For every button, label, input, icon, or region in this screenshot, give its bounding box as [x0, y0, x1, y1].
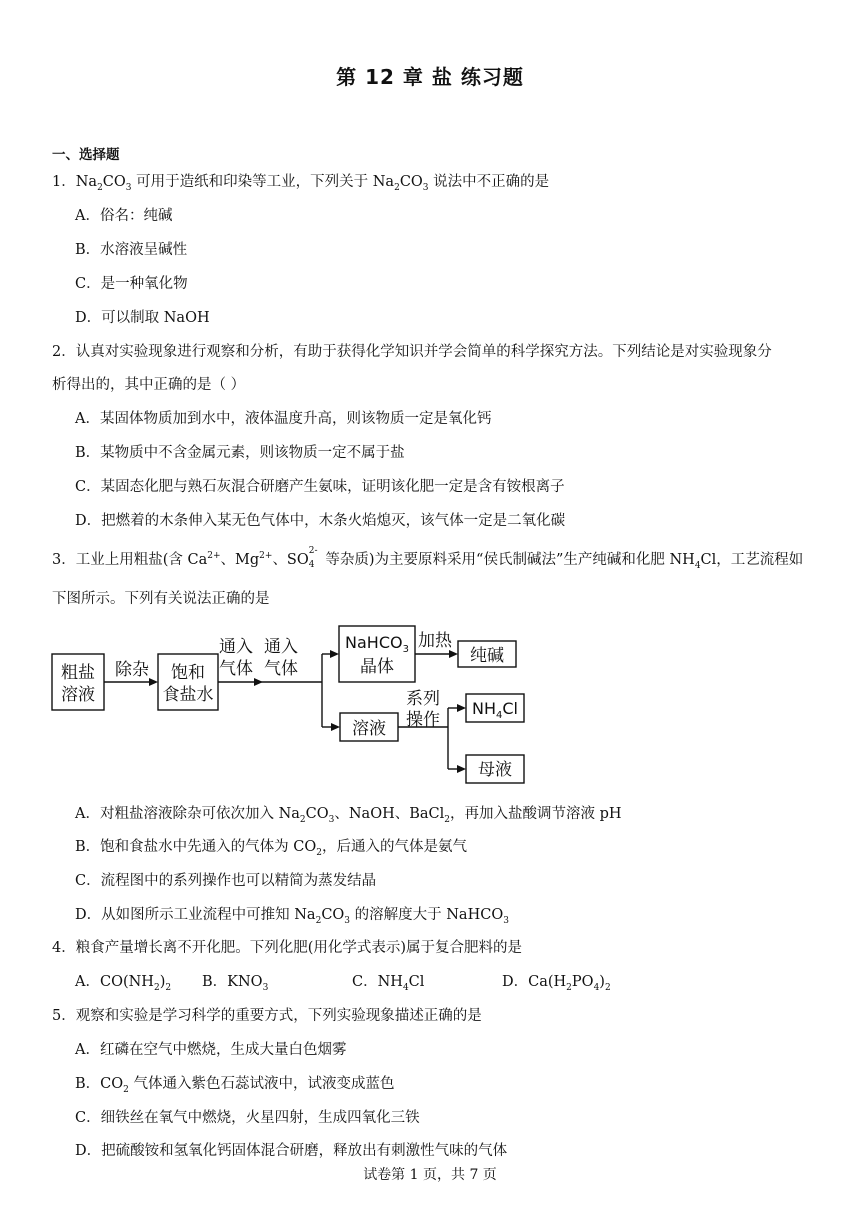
q2-option-c: C．某固态化肥与熟石灰混合研磨产生氨味，证明该化肥一定是含有铵根离子	[75, 479, 565, 495]
q3-option-c: C．流程图中的系列操作也可以精简为蒸发结晶	[75, 873, 377, 889]
q4-option-a: A．$CO(NH_2)_2$	[75, 974, 172, 993]
page-footer: 试卷第 1 页，共 7 页	[363, 1167, 497, 1183]
label-heat: 加热	[418, 631, 452, 651]
q2-option-d: D．把燃着的木条伸入某无色气体中，木条火焰熄灭，该气体一定是二氧化碳	[75, 513, 566, 529]
label-saturated-l2: 食盐水	[162, 685, 214, 705]
label-operation: 操作	[406, 710, 440, 730]
q5-option-a: A．红磷在空气中燃烧，生成大量白色烟雾	[75, 1042, 347, 1058]
label-series: 系列	[406, 689, 440, 709]
label-mother-liquor: 母液	[478, 760, 512, 780]
q4-option-c: C．$NH_4Cl$	[352, 974, 425, 993]
label-nh4cl: $NH_4Cl$	[472, 699, 518, 721]
q4-option-b: B．$KNO_3$	[202, 974, 269, 993]
label-crude-l1: 粗盐	[61, 663, 95, 683]
label-gas-1: 气体	[219, 659, 253, 679]
section-heading: 一、选择题	[52, 147, 120, 163]
label-nahco3: NaHCO$_3$	[345, 633, 409, 655]
question-3-stem-line1: 3．工业上用粗盐(含 $Ca^{2+}$、$Mg^{2+}$、SO 2- 4 等杂质)为主要原料采用“侯氏制碱法”生产纯碱和化肥 $NH_4Cl$，工艺流程如	[52, 546, 804, 571]
q5-option-d: D．把硫酸铵和氢氧化钙固体混合研磨，释放出有刺激性气味的气体	[75, 1143, 508, 1159]
question-5-stem: 5．观察和实验是学习科学的重要方式，下列实验现象描述正确的是	[52, 1008, 482, 1024]
q1-option-c: C．是一种氧化物	[75, 276, 188, 292]
q5-option-c: C．细铁丝在氧气中燃烧，火星四射，生成四氧化三铁	[75, 1110, 420, 1126]
question-2-stem-line2: 析得出的，其中正确的是（ ）	[52, 377, 246, 393]
label-crude-l2: 溶液	[61, 685, 95, 705]
question-4-stem: 4．粮食产量增长离不开化肥。下列化肥(用化学式表示)属于复合肥料的是	[52, 940, 523, 956]
label-gas-2: 气体	[264, 659, 298, 679]
q2-option-a: A．某固体物质加到水中，液体温度升高，则该物质一定是氧化钙	[75, 411, 492, 427]
q5-option-b: B．$CO_2$ 气体通入紫色石蕊试液中，试液变成蓝色	[75, 1076, 395, 1095]
q4-option-d: D．$Ca(H_2PO_4)_2$	[502, 974, 611, 993]
label-solution: 溶液	[352, 719, 386, 739]
question-1-stem: 1．$Na_2CO_3$ 可用于造纸和印染等工业，下列关于 $Na_2CO_3$ 说法中不正确的是	[52, 174, 550, 193]
q3-option-b: B．饱和食盐水中先通入的气体为 $CO_2$，后通入的气体是氨气	[75, 839, 467, 858]
q2-option-b: B．某物质中不含金属元素，则该物质一定不属于盐	[75, 445, 405, 461]
page-title: 第 12 章 盐 练习题	[336, 65, 524, 89]
question-2-stem-line1: 2．认真对实验现象进行观察和分析，有助于获得化学知识并学会简单的科学探究方法。下列结论是对实验现象分	[52, 344, 772, 360]
question-3-stem-line2: 下图所示。下列有关说法正确的是	[52, 591, 270, 607]
label-crystal: 晶体	[360, 657, 394, 677]
q1-option-b: B．水溶液呈碱性	[75, 242, 188, 258]
label-saturated-l1: 饱和	[171, 663, 205, 683]
label-pass-in-2: 通入	[264, 637, 298, 657]
q1-option-a: A．俗名：纯碱	[75, 208, 173, 224]
q1-option-d: D．可以制取 NaOH	[75, 310, 210, 326]
label-remove-impurities: 除杂	[115, 660, 149, 680]
q3-option-d: D．从如图所示工业流程中可推知 $Na_2CO_3$ 的溶解度大于 NaHCO$_3$	[75, 907, 509, 926]
label-soda-ash: 纯碱	[470, 646, 504, 666]
label-pass-in-1: 通入	[219, 637, 253, 657]
process-flow-diagram	[44, 622, 544, 790]
q3-option-a: A．对粗盐溶液除杂可依次加入 $Na_2CO_3$、NaOH、BaCl$_2$，再加入盐酸调节溶液 pH	[75, 806, 622, 825]
